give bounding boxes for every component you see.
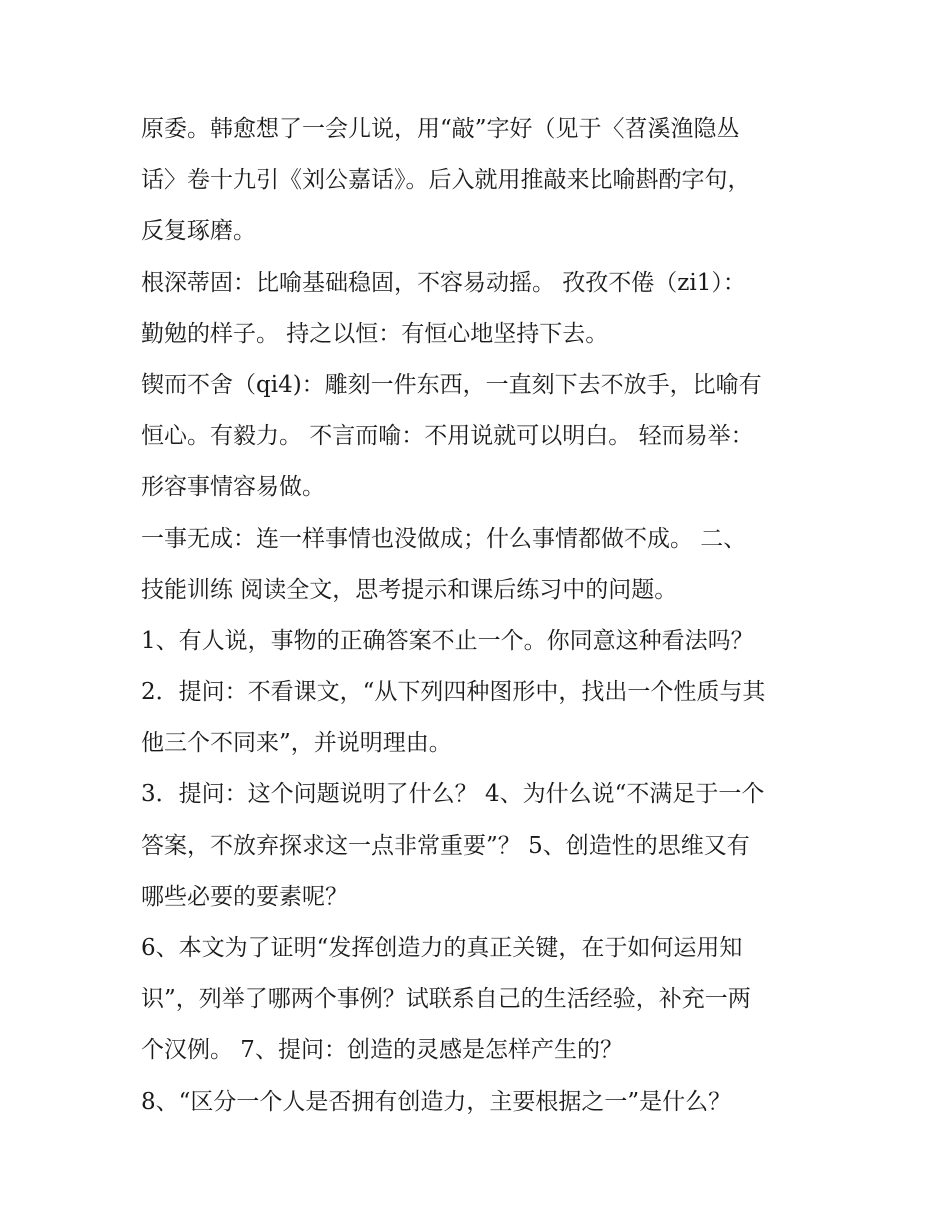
text-line: 一事无成：连一样事情也没做成；什么事情都做不成。 二、: [141, 525, 747, 552]
text-line: 恒心。有毅力。 不言而喻：不用说就可以明白。 轻而易举：: [141, 423, 754, 450]
text-line: 哪些必要的要素呢？: [141, 883, 348, 910]
text-line: 答案，不放弃探求这一点非常重要”？ 5、创造性的思维又有: [141, 832, 750, 859]
text-line: 他三个不同来”，并说明理由。: [141, 730, 452, 757]
text-line: 根深蒂固：比喻基础稳固，不容易动摇。 孜孜不倦（zi1）：: [141, 269, 746, 296]
text-line: 形容事情容易做。: [141, 474, 325, 501]
text-line: 3．提问：这个问题说明了什么？ 4、为什么说“不满足于一个: [141, 781, 765, 808]
text-line: 锲而不舍（qi4)：雕刻一件东西，一直刻下去不放手，比喻有: [141, 371, 762, 398]
text-line: 话〉卷十九引《刘公嘉话》。后入就用推敲来比喻斟酌字句，: [141, 167, 751, 194]
text-line: 勤勉的样子。 持之以恒：有恒心地坚持下去。: [141, 320, 609, 347]
text-line: 6、本文为了证明“发挥创造力的真正关键，在于如何运用知: [141, 935, 743, 961]
body-text: [141, 104, 813, 1128]
text-line: 反复琢磨。: [141, 218, 256, 245]
text-line: 原委。韩愈想了一会儿说，用“敲”字好（见于〈苕溪渔隐丛: [141, 116, 740, 142]
text-line: 个汉例。 7、提问：创造的灵感是怎样产生的？: [141, 1037, 623, 1064]
text-line: 1、有人说，事物的正确答案不止一个。你同意这种看法吗？: [141, 627, 754, 654]
text-line: 8、“区分一个人是否拥有创造力，主要根据之一”是什么？: [141, 1088, 732, 1115]
text-line: 技能训练 阅读全文，思考提示和课后练习中的问题。: [141, 576, 678, 603]
text-line: 识”，列举了哪两个事例？试联系自己的生活经验，补充一两: [141, 986, 751, 1013]
text-line: 2．提问：不看课文，“从下列四种图形中，找出一个性质与其: [141, 679, 766, 706]
